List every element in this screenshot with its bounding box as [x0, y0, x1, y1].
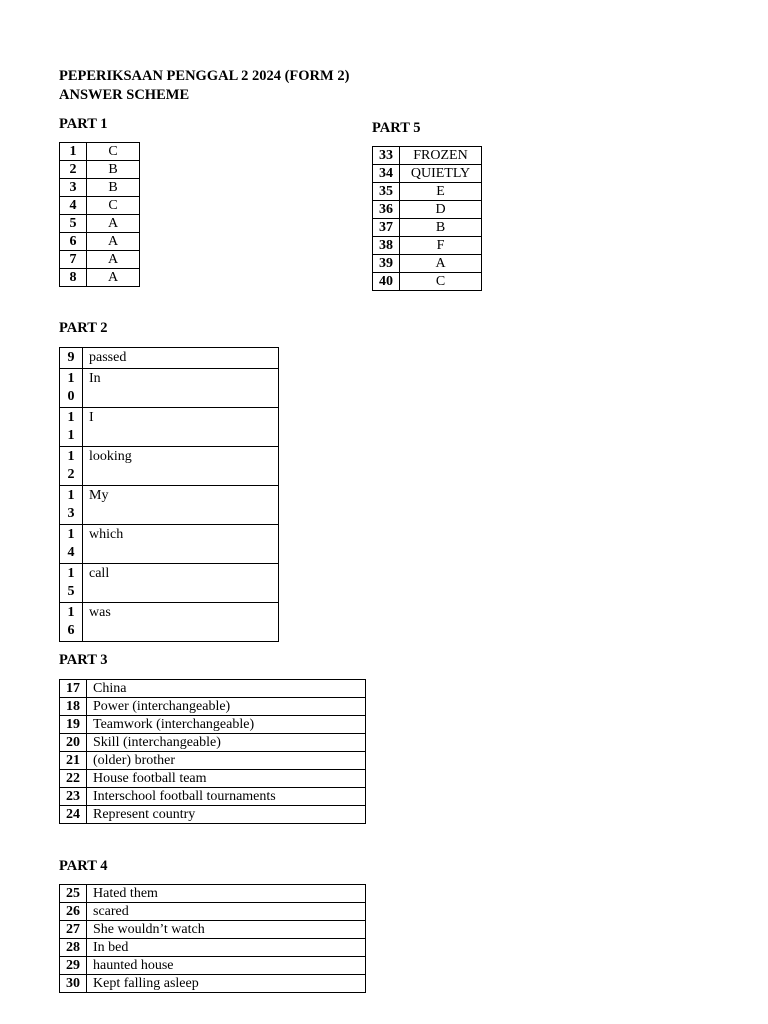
- answer-text: B: [87, 161, 140, 179]
- question-number: 33: [373, 147, 400, 165]
- question-number-digit: 3: [67, 506, 75, 521]
- answer-row: [60, 698, 366, 716]
- answer-row: [373, 273, 482, 291]
- answer-row: [60, 603, 279, 642]
- answer-text: I: [83, 408, 279, 447]
- question-number: 1: [60, 143, 87, 161]
- answer-text: She wouldn’t watch: [87, 921, 366, 939]
- question-number: [60, 348, 83, 369]
- answer-text: looking: [83, 447, 279, 486]
- answer-text: C: [87, 143, 140, 161]
- part1-answer-table: [59, 142, 140, 287]
- question-number: 26: [60, 903, 87, 921]
- answer-row: [60, 447, 279, 486]
- question-number-digit: 5: [67, 584, 75, 599]
- question-number: 23: [60, 788, 87, 806]
- question-number: 6: [60, 233, 87, 251]
- question-number: 28: [60, 939, 87, 957]
- answer-row: [60, 716, 366, 734]
- answer-row: [373, 201, 482, 219]
- answer-text: Skill (interchangeable): [87, 734, 366, 752]
- question-number-digit: 1: [67, 449, 75, 464]
- question-number: 18: [60, 698, 87, 716]
- answer-row: [60, 486, 279, 525]
- question-number: 37: [373, 219, 400, 237]
- question-number-digit: 4: [67, 545, 75, 560]
- answer-text: A: [87, 233, 140, 251]
- answer-row: [60, 734, 366, 752]
- answer-text: My: [83, 486, 279, 525]
- question-number: 30: [60, 975, 87, 993]
- answer-row: [373, 183, 482, 201]
- answer-text: A: [87, 269, 140, 287]
- answer-text: D: [400, 201, 482, 219]
- answer-row: [60, 564, 279, 603]
- answer-row: [60, 885, 366, 903]
- answer-row: [60, 179, 140, 197]
- answer-row: [60, 957, 366, 975]
- answer-text: which: [83, 525, 279, 564]
- answer-row: [60, 269, 140, 287]
- question-number: 29: [60, 957, 87, 975]
- question-number: 34: [373, 165, 400, 183]
- question-number-digit: 1: [67, 410, 75, 425]
- part5-answer-table: [372, 146, 482, 291]
- answer-row: [60, 903, 366, 921]
- question-number: 17: [60, 680, 87, 698]
- answer-row: [373, 219, 482, 237]
- answer-row: [60, 197, 140, 215]
- answer-row: [60, 161, 140, 179]
- answer-row: [373, 255, 482, 273]
- answer-text: (older) brother: [87, 752, 366, 770]
- answer-text: passed: [83, 348, 279, 369]
- part4-heading: PART 4: [59, 858, 108, 874]
- answer-row: [60, 348, 279, 369]
- question-number: 40: [373, 273, 400, 291]
- question-number-digit: 9: [67, 350, 75, 365]
- answer-row: [60, 408, 279, 447]
- question-number: 4: [60, 197, 87, 215]
- question-number: 21: [60, 752, 87, 770]
- answer-text: Teamwork (interchangeable): [87, 716, 366, 734]
- question-number: 25: [60, 885, 87, 903]
- answer-text: haunted house: [87, 957, 366, 975]
- answer-text: F: [400, 237, 482, 255]
- answer-text: E: [400, 183, 482, 201]
- answer-text: Hated them: [87, 885, 366, 903]
- part3-answer-table: [59, 679, 366, 824]
- question-number: [60, 603, 83, 642]
- answer-text: Represent country: [87, 806, 366, 824]
- answer-text: C: [87, 197, 140, 215]
- answer-text: A: [87, 251, 140, 269]
- answer-text: A: [87, 215, 140, 233]
- answer-row: [60, 251, 140, 269]
- question-number-digit: 0: [67, 389, 75, 404]
- answer-row: [373, 147, 482, 165]
- part5-heading: PART 5: [372, 120, 421, 136]
- document-subtitle: ANSWER SCHEME: [59, 87, 190, 103]
- question-number: 39: [373, 255, 400, 273]
- part2-answer-table: [59, 347, 279, 642]
- answer-row: [60, 975, 366, 993]
- question-number-digit: 2: [67, 467, 75, 482]
- part4-answer-table: [59, 884, 366, 993]
- question-number: 24: [60, 806, 87, 824]
- answer-row: [60, 770, 366, 788]
- answer-row: [60, 752, 366, 770]
- answer-text: China: [87, 680, 366, 698]
- question-number: [60, 486, 83, 525]
- question-number: [60, 564, 83, 603]
- answer-row: [60, 788, 366, 806]
- answer-row: [60, 921, 366, 939]
- part2-heading: PART 2: [59, 320, 108, 336]
- question-number: 19: [60, 716, 87, 734]
- answer-row: [60, 215, 140, 233]
- document-title: PEPERIKSAAN PENGGAL 2 2024 (FORM 2): [59, 68, 350, 84]
- answer-text: B: [87, 179, 140, 197]
- answer-text: FROZEN: [400, 147, 482, 165]
- answer-text: was: [83, 603, 279, 642]
- answer-text: House football team: [87, 770, 366, 788]
- part3-heading: PART 3: [59, 652, 108, 668]
- answer-text: scared: [87, 903, 366, 921]
- question-number-digit: 6: [67, 623, 75, 638]
- answer-text: QUIETLY: [400, 165, 482, 183]
- question-number: 20: [60, 734, 87, 752]
- part1-heading: PART 1: [59, 116, 108, 132]
- answer-text: call: [83, 564, 279, 603]
- question-number: 27: [60, 921, 87, 939]
- question-number-digit: 1: [67, 371, 75, 386]
- question-number-digit: 1: [67, 527, 75, 542]
- answer-text: Power (interchangeable): [87, 698, 366, 716]
- question-number: 35: [373, 183, 400, 201]
- answer-row: [373, 237, 482, 255]
- question-number: 8: [60, 269, 87, 287]
- answer-row: [60, 369, 279, 408]
- question-number: 36: [373, 201, 400, 219]
- answer-row: [60, 680, 366, 698]
- question-number-digit: 1: [67, 428, 75, 443]
- question-number: 22: [60, 770, 87, 788]
- question-number-digit: 1: [67, 605, 75, 620]
- answer-row: [60, 806, 366, 824]
- answer-row: [60, 233, 140, 251]
- answer-row: [373, 165, 482, 183]
- answer-text: A: [400, 255, 482, 273]
- question-number-digit: 1: [67, 566, 75, 581]
- question-number: 5: [60, 215, 87, 233]
- question-number: 7: [60, 251, 87, 269]
- answer-text: Interschool football tournaments: [87, 788, 366, 806]
- question-number: [60, 447, 83, 486]
- answer-text: Kept falling asleep: [87, 975, 366, 993]
- question-number: [60, 369, 83, 408]
- question-number: 2: [60, 161, 87, 179]
- answer-text: In: [83, 369, 279, 408]
- answer-text: In bed: [87, 939, 366, 957]
- question-number: 3: [60, 179, 87, 197]
- answer-text: C: [400, 273, 482, 291]
- answer-text: B: [400, 219, 482, 237]
- answer-row: [60, 143, 140, 161]
- question-number: [60, 525, 83, 564]
- question-number: [60, 408, 83, 447]
- question-number-digit: 1: [67, 488, 75, 503]
- answer-row: [60, 525, 279, 564]
- answer-row: [60, 939, 366, 957]
- question-number: 38: [373, 237, 400, 255]
